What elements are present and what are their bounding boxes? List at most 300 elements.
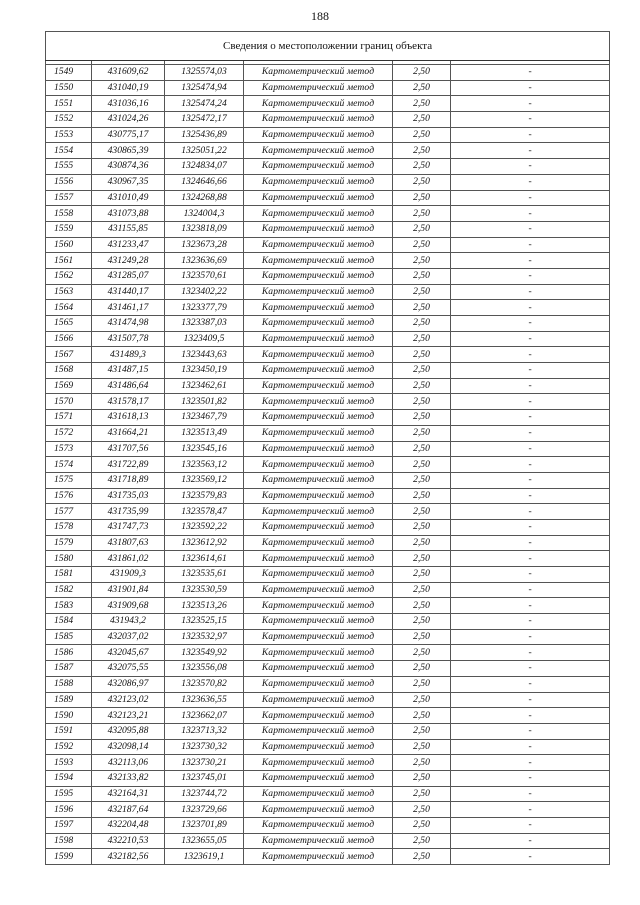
method-cell: Картометрический метод xyxy=(244,582,393,598)
method-cell: Картометрический метод xyxy=(244,206,393,222)
table-header: Сведения о местоположении границ объекта xyxy=(46,32,610,61)
table-row xyxy=(46,174,610,190)
table-row xyxy=(46,535,610,551)
table-row xyxy=(46,268,610,284)
description-cell: - xyxy=(451,316,610,332)
point-number-cell: 1556 xyxy=(46,174,92,190)
point-number-cell: 1577 xyxy=(46,504,92,520)
method-cell: Картометрический метод xyxy=(244,394,393,410)
method-cell: Картометрический метод xyxy=(244,237,393,253)
point-number-cell: 1578 xyxy=(46,519,92,535)
accuracy-cell: 2,50 xyxy=(393,629,451,645)
method-cell: Картометрический метод xyxy=(244,567,393,583)
table-row xyxy=(46,614,610,630)
accuracy-cell: 2,50 xyxy=(393,519,451,535)
point-number-cell: 1570 xyxy=(46,394,92,410)
method-cell: Картометрический метод xyxy=(244,786,393,802)
method-cell: Картометрический метод xyxy=(244,645,393,661)
accuracy-cell: 2,50 xyxy=(393,331,451,347)
point-number-cell: 1594 xyxy=(46,770,92,786)
point-number-cell: 1555 xyxy=(46,159,92,175)
accuracy-cell: 2,50 xyxy=(393,582,451,598)
coord-x-cell: 430874,36 xyxy=(92,159,165,175)
description-cell: - xyxy=(451,96,610,112)
table-row xyxy=(46,849,610,865)
method-cell: Картометрический метод xyxy=(244,598,393,614)
coord-x-cell: 431486,64 xyxy=(92,378,165,394)
point-number-cell: 1549 xyxy=(46,65,92,81)
coord-y-cell: 1323450,19 xyxy=(165,363,244,379)
description-cell: - xyxy=(451,425,610,441)
coord-y-cell: 1323549,92 xyxy=(165,645,244,661)
coord-x-cell: 432037,02 xyxy=(92,629,165,645)
coord-y-cell: 1323636,55 xyxy=(165,692,244,708)
coord-y-cell: 1324004,3 xyxy=(165,206,244,222)
method-cell: Картометрический метод xyxy=(244,661,393,677)
method-cell: Картометрический метод xyxy=(244,159,393,175)
accuracy-cell: 2,50 xyxy=(393,394,451,410)
description-cell: - xyxy=(451,174,610,190)
coord-x-cell: 432113,06 xyxy=(92,755,165,771)
coord-y-cell: 1323570,61 xyxy=(165,268,244,284)
coord-x-cell: 431618,13 xyxy=(92,410,165,426)
point-number-cell: 1592 xyxy=(46,739,92,755)
point-number-cell: 1557 xyxy=(46,190,92,206)
description-cell: - xyxy=(451,786,610,802)
point-number-cell: 1593 xyxy=(46,755,92,771)
accuracy-cell: 2,50 xyxy=(393,127,451,143)
coord-y-cell: 1325051,22 xyxy=(165,143,244,159)
method-cell: Картометрический метод xyxy=(244,268,393,284)
accuracy-cell: 2,50 xyxy=(393,849,451,865)
description-cell: - xyxy=(451,190,610,206)
coord-x-cell: 432045,67 xyxy=(92,645,165,661)
table-row xyxy=(46,221,610,237)
table-row xyxy=(46,786,610,802)
coord-x-cell: 431474,98 xyxy=(92,316,165,332)
method-cell: Картометрический метод xyxy=(244,127,393,143)
coord-x-cell: 432075,55 xyxy=(92,661,165,677)
point-number-cell: 1574 xyxy=(46,457,92,473)
method-cell: Картометрический метод xyxy=(244,316,393,332)
method-cell: Картометрический метод xyxy=(244,629,393,645)
method-cell: Картометрический метод xyxy=(244,692,393,708)
table-row xyxy=(46,206,610,222)
coord-y-cell: 1323730,21 xyxy=(165,755,244,771)
table-row xyxy=(46,441,610,457)
description-cell: - xyxy=(451,472,610,488)
coord-y-cell: 1323662,07 xyxy=(165,708,244,724)
point-number-cell: 1560 xyxy=(46,237,92,253)
coord-y-cell: 1323532,97 xyxy=(165,629,244,645)
method-cell: Картометрический метод xyxy=(244,818,393,834)
description-cell: - xyxy=(451,582,610,598)
point-number-cell: 1558 xyxy=(46,206,92,222)
accuracy-cell: 2,50 xyxy=(393,268,451,284)
coord-y-cell: 1323655,05 xyxy=(165,833,244,849)
point-number-cell: 1559 xyxy=(46,221,92,237)
coord-y-cell: 1323402,22 xyxy=(165,284,244,300)
accuracy-cell: 2,50 xyxy=(393,551,451,567)
method-cell: Картометрический метод xyxy=(244,833,393,849)
table-row xyxy=(46,159,610,175)
description-cell: - xyxy=(451,347,610,363)
table-row xyxy=(46,253,610,269)
accuracy-cell: 2,50 xyxy=(393,65,451,81)
point-number-cell: 1589 xyxy=(46,692,92,708)
coord-y-cell: 1323619,1 xyxy=(165,849,244,865)
description-cell: - xyxy=(451,127,610,143)
method-cell: Картометрический метод xyxy=(244,849,393,865)
point-number-cell: 1550 xyxy=(46,80,92,96)
table-row xyxy=(46,363,610,379)
coord-x-cell: 431440,17 xyxy=(92,284,165,300)
accuracy-cell: 2,50 xyxy=(393,457,451,473)
accuracy-cell: 2,50 xyxy=(393,676,451,692)
coord-y-cell: 1323745,01 xyxy=(165,770,244,786)
coord-y-cell: 1323730,32 xyxy=(165,739,244,755)
coord-y-cell: 1323409,5 xyxy=(165,331,244,347)
method-cell: Картометрический метод xyxy=(244,723,393,739)
point-number-cell: 1581 xyxy=(46,567,92,583)
accuracy-cell: 2,50 xyxy=(393,755,451,771)
coord-x-cell: 431722,89 xyxy=(92,457,165,473)
description-cell: - xyxy=(451,284,610,300)
accuracy-cell: 2,50 xyxy=(393,143,451,159)
table-row xyxy=(46,551,610,567)
coord-x-cell: 432086,97 xyxy=(92,676,165,692)
method-cell: Картометрический метод xyxy=(244,253,393,269)
method-cell: Картометрический метод xyxy=(244,347,393,363)
accuracy-cell: 2,50 xyxy=(393,614,451,630)
table-row xyxy=(46,284,610,300)
description-cell: - xyxy=(451,378,610,394)
description-cell: - xyxy=(451,300,610,316)
description-cell: - xyxy=(451,143,610,159)
table-row xyxy=(46,410,610,426)
accuracy-cell: 2,50 xyxy=(393,410,451,426)
accuracy-cell: 2,50 xyxy=(393,488,451,504)
coord-x-cell: 431010,49 xyxy=(92,190,165,206)
method-cell: Картометрический метод xyxy=(244,284,393,300)
coord-y-cell: 1323525,15 xyxy=(165,614,244,630)
accuracy-cell: 2,50 xyxy=(393,190,451,206)
point-number-cell: 1572 xyxy=(46,425,92,441)
point-number-cell: 1567 xyxy=(46,347,92,363)
method-cell: Картометрический метод xyxy=(244,378,393,394)
coord-x-cell: 431155,85 xyxy=(92,221,165,237)
description-cell: - xyxy=(451,159,610,175)
method-cell: Картометрический метод xyxy=(244,676,393,692)
method-cell: Картометрический метод xyxy=(244,802,393,818)
method-cell: Картометрический метод xyxy=(244,331,393,347)
coord-x-cell: 431807,63 xyxy=(92,535,165,551)
description-cell: - xyxy=(451,488,610,504)
point-number-cell: 1588 xyxy=(46,676,92,692)
coord-x-cell: 430865,39 xyxy=(92,143,165,159)
description-cell: - xyxy=(451,253,610,269)
description-cell: - xyxy=(451,645,610,661)
accuracy-cell: 2,50 xyxy=(393,833,451,849)
description-cell: - xyxy=(451,410,610,426)
method-cell: Картометрический метод xyxy=(244,755,393,771)
method-cell: Картометрический метод xyxy=(244,410,393,426)
coord-x-cell: 431861,02 xyxy=(92,551,165,567)
point-number-cell: 1597 xyxy=(46,818,92,834)
coord-y-cell: 1324834,07 xyxy=(165,159,244,175)
point-number-cell: 1599 xyxy=(46,849,92,865)
coord-y-cell: 1323467,79 xyxy=(165,410,244,426)
table-row xyxy=(46,755,610,771)
method-cell: Картометрический метод xyxy=(244,300,393,316)
coord-x-cell: 430775,17 xyxy=(92,127,165,143)
point-number-cell: 1561 xyxy=(46,253,92,269)
coord-y-cell: 1323387,03 xyxy=(165,316,244,332)
description-cell: - xyxy=(451,80,610,96)
table-row xyxy=(46,504,610,520)
description-cell: - xyxy=(451,221,610,237)
accuracy-cell: 2,50 xyxy=(393,739,451,755)
table-row xyxy=(46,661,610,677)
method-cell: Картометрический метод xyxy=(244,457,393,473)
coord-x-cell: 431487,15 xyxy=(92,363,165,379)
coord-x-cell: 431507,78 xyxy=(92,331,165,347)
table-row xyxy=(46,708,610,724)
method-cell: Картометрический метод xyxy=(244,472,393,488)
method-cell: Картометрический метод xyxy=(244,441,393,457)
table-row xyxy=(46,692,610,708)
coord-y-cell: 1323563,12 xyxy=(165,457,244,473)
point-number-cell: 1595 xyxy=(46,786,92,802)
coord-x-cell: 430967,35 xyxy=(92,174,165,190)
method-cell: Картометрический метод xyxy=(244,174,393,190)
method-cell: Картометрический метод xyxy=(244,535,393,551)
method-cell: Картометрический метод xyxy=(244,770,393,786)
description-cell: - xyxy=(451,708,610,724)
table-row xyxy=(46,770,610,786)
accuracy-cell: 2,50 xyxy=(393,363,451,379)
coord-x-cell: 432182,56 xyxy=(92,849,165,865)
coord-y-cell: 1323570,82 xyxy=(165,676,244,692)
coord-x-cell: 431747,73 xyxy=(92,519,165,535)
method-cell: Картометрический метод xyxy=(244,551,393,567)
coord-x-cell: 432095,88 xyxy=(92,723,165,739)
table-row xyxy=(46,425,610,441)
point-number-cell: 1552 xyxy=(46,112,92,128)
coord-y-cell: 1323614,61 xyxy=(165,551,244,567)
table-row xyxy=(46,143,610,159)
coord-x-cell: 431024,26 xyxy=(92,112,165,128)
description-cell: - xyxy=(451,723,610,739)
boundary-table xyxy=(45,31,610,865)
point-number-cell: 1579 xyxy=(46,535,92,551)
coord-y-cell: 1325474,94 xyxy=(165,80,244,96)
accuracy-cell: 2,50 xyxy=(393,347,451,363)
description-cell: - xyxy=(451,770,610,786)
description-cell: - xyxy=(451,849,610,865)
table-row xyxy=(46,65,610,81)
description-cell: - xyxy=(451,65,610,81)
coord-y-cell: 1323569,12 xyxy=(165,472,244,488)
coord-x-cell: 432098,14 xyxy=(92,739,165,755)
coord-y-cell: 1323556,08 xyxy=(165,661,244,677)
table-row xyxy=(46,629,610,645)
coord-y-cell: 1323501,82 xyxy=(165,394,244,410)
table-row xyxy=(46,80,610,96)
table-row xyxy=(46,472,610,488)
coord-x-cell: 431718,89 xyxy=(92,472,165,488)
accuracy-cell: 2,50 xyxy=(393,645,451,661)
coord-x-cell: 431249,28 xyxy=(92,253,165,269)
method-cell: Картометрический метод xyxy=(244,425,393,441)
coord-y-cell: 1323673,28 xyxy=(165,237,244,253)
coord-x-cell: 431664,21 xyxy=(92,425,165,441)
coord-y-cell: 1323530,59 xyxy=(165,582,244,598)
point-number-cell: 1575 xyxy=(46,472,92,488)
point-number-cell: 1596 xyxy=(46,802,92,818)
description-cell: - xyxy=(451,457,610,473)
method-cell: Картометрический метод xyxy=(244,504,393,520)
accuracy-cell: 2,50 xyxy=(393,221,451,237)
method-cell: Картометрический метод xyxy=(244,143,393,159)
coord-y-cell: 1323535,61 xyxy=(165,567,244,583)
coord-x-cell: 432133,82 xyxy=(92,770,165,786)
accuracy-cell: 2,50 xyxy=(393,159,451,175)
method-cell: Картометрический метод xyxy=(244,363,393,379)
table-row xyxy=(46,347,610,363)
coord-x-cell: 431609,62 xyxy=(92,65,165,81)
coord-x-cell: 432123,02 xyxy=(92,692,165,708)
description-cell: - xyxy=(451,739,610,755)
description-cell: - xyxy=(451,629,610,645)
accuracy-cell: 2,50 xyxy=(393,425,451,441)
table-body xyxy=(46,65,610,865)
coord-x-cell: 431909,68 xyxy=(92,598,165,614)
coord-x-cell: 431578,17 xyxy=(92,394,165,410)
coord-x-cell: 431707,56 xyxy=(92,441,165,457)
point-number-cell: 1573 xyxy=(46,441,92,457)
accuracy-cell: 2,50 xyxy=(393,316,451,332)
table-row xyxy=(46,723,610,739)
coord-x-cell: 431735,03 xyxy=(92,488,165,504)
accuracy-cell: 2,50 xyxy=(393,441,451,457)
point-number-cell: 1586 xyxy=(46,645,92,661)
table-row xyxy=(46,567,610,583)
description-cell: - xyxy=(451,598,610,614)
table-row xyxy=(46,582,610,598)
coord-x-cell: 431909,3 xyxy=(92,567,165,583)
accuracy-cell: 2,50 xyxy=(393,472,451,488)
description-cell: - xyxy=(451,551,610,567)
table-row xyxy=(46,190,610,206)
point-number-cell: 1566 xyxy=(46,331,92,347)
coord-x-cell: 432164,31 xyxy=(92,786,165,802)
method-cell: Картометрический метод xyxy=(244,519,393,535)
table-row xyxy=(46,394,610,410)
accuracy-cell: 2,50 xyxy=(393,692,451,708)
description-cell: - xyxy=(451,504,610,520)
coord-x-cell: 431735,99 xyxy=(92,504,165,520)
table-row xyxy=(46,300,610,316)
coord-x-cell: 431036,16 xyxy=(92,96,165,112)
coord-y-cell: 1323612,92 xyxy=(165,535,244,551)
coord-y-cell: 1323729,66 xyxy=(165,802,244,818)
table-row xyxy=(46,818,610,834)
coord-y-cell: 1323592,22 xyxy=(165,519,244,535)
point-number-cell: 1568 xyxy=(46,363,92,379)
page-number: 188 xyxy=(311,9,329,23)
accuracy-cell: 2,50 xyxy=(393,284,451,300)
coord-x-cell: 432123,21 xyxy=(92,708,165,724)
table-row xyxy=(46,96,610,112)
accuracy-cell: 2,50 xyxy=(393,206,451,222)
coord-x-cell: 432187,64 xyxy=(92,802,165,818)
point-number-cell: 1554 xyxy=(46,143,92,159)
method-cell: Картометрический метод xyxy=(244,488,393,504)
accuracy-cell: 2,50 xyxy=(393,80,451,96)
description-cell: - xyxy=(451,535,610,551)
coord-y-cell: 1323513,49 xyxy=(165,425,244,441)
point-number-cell: 1587 xyxy=(46,661,92,677)
point-number-cell: 1598 xyxy=(46,833,92,849)
point-number-cell: 1564 xyxy=(46,300,92,316)
accuracy-cell: 2,50 xyxy=(393,567,451,583)
coord-y-cell: 1325436,89 xyxy=(165,127,244,143)
point-number-cell: 1569 xyxy=(46,378,92,394)
point-number-cell: 1582 xyxy=(46,582,92,598)
coord-x-cell: 431285,07 xyxy=(92,268,165,284)
accuracy-cell: 2,50 xyxy=(393,708,451,724)
coord-y-cell: 1325474,24 xyxy=(165,96,244,112)
table-row xyxy=(46,457,610,473)
coord-y-cell: 1323578,47 xyxy=(165,504,244,520)
coord-x-cell: 431040,19 xyxy=(92,80,165,96)
description-cell: - xyxy=(451,441,610,457)
accuracy-cell: 2,50 xyxy=(393,770,451,786)
coord-y-cell: 1323713,32 xyxy=(165,723,244,739)
point-number-cell: 1562 xyxy=(46,268,92,284)
coord-x-cell: 431073,88 xyxy=(92,206,165,222)
description-cell: - xyxy=(451,802,610,818)
accuracy-cell: 2,50 xyxy=(393,535,451,551)
accuracy-cell: 2,50 xyxy=(393,598,451,614)
coord-x-cell: 431901,84 xyxy=(92,582,165,598)
method-cell: Картометрический метод xyxy=(244,739,393,755)
coord-x-cell: 432204,48 xyxy=(92,818,165,834)
method-cell: Картометрический метод xyxy=(244,112,393,128)
point-number-cell: 1553 xyxy=(46,127,92,143)
point-number-cell: 1576 xyxy=(46,488,92,504)
coord-y-cell: 1323377,79 xyxy=(165,300,244,316)
description-cell: - xyxy=(451,567,610,583)
table-row xyxy=(46,331,610,347)
description-cell: - xyxy=(451,519,610,535)
method-cell: Картометрический метод xyxy=(244,96,393,112)
point-number-cell: 1563 xyxy=(46,284,92,300)
table-row xyxy=(46,316,610,332)
coord-y-cell: 1323443,63 xyxy=(165,347,244,363)
accuracy-cell: 2,50 xyxy=(393,661,451,677)
accuracy-cell: 2,50 xyxy=(393,174,451,190)
method-cell: Картометрический метод xyxy=(244,65,393,81)
coord-y-cell: 1324268,88 xyxy=(165,190,244,206)
table-row xyxy=(46,488,610,504)
table-row xyxy=(46,833,610,849)
coord-y-cell: 1323744,72 xyxy=(165,786,244,802)
description-cell: - xyxy=(451,661,610,677)
accuracy-cell: 2,50 xyxy=(393,253,451,269)
coord-y-cell: 1324646,66 xyxy=(165,174,244,190)
